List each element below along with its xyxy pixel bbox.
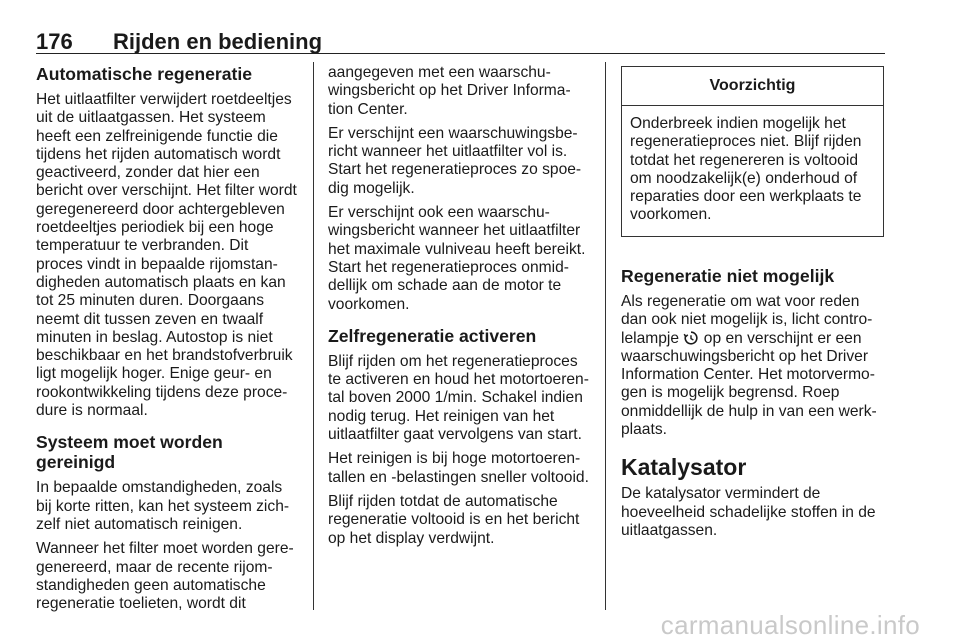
text-line: Blijf rijden totdat de automatische xyxy=(328,492,558,510)
text-line: wingsbericht op het Driver Informa- xyxy=(328,82,571,100)
text-line: roetdeeltjes periodiek bij een hoge xyxy=(36,219,274,237)
text-line xyxy=(621,330,885,348)
paragraph xyxy=(328,204,590,314)
page-number: 176 xyxy=(36,29,73,54)
text-line: De katalysator vermindert de xyxy=(621,485,821,503)
paragraph xyxy=(328,125,590,198)
paragraph xyxy=(36,91,299,420)
paragraph xyxy=(36,540,299,613)
paragraph xyxy=(36,479,299,534)
column-2 xyxy=(328,64,590,548)
text-line: minuten in beslag. Autostop is niet xyxy=(36,328,273,346)
text-line: rookontwikkeling tijdens deze proce- xyxy=(36,383,288,401)
text-line: proces vindt in bepaalde rijomstan- xyxy=(36,255,278,273)
text-line: neemt dit tussen zeven en twaalf xyxy=(36,310,264,328)
text-line: bij korte ritten, kan het systeem zich- xyxy=(36,497,290,515)
paragraph xyxy=(328,493,590,548)
text-fragment: op en verschijnt er een xyxy=(703,329,862,347)
text-line: heeft een zelfreinigende functie die xyxy=(36,127,278,145)
caution-body xyxy=(622,106,883,236)
text-line: dure is normaal. xyxy=(36,402,148,420)
caution-title: Voorzichtig xyxy=(622,67,883,106)
text-line: waarschuwingsbericht op het Driver xyxy=(621,347,869,365)
text-line: het maximale vulniveau heeft bereikt. xyxy=(328,240,586,258)
text-fragment: lelampje xyxy=(621,329,680,347)
text-line: reparaties door een werkplaats te xyxy=(630,188,862,206)
paragraph xyxy=(328,353,590,444)
text-line: genereerd, maar de recente rijom- xyxy=(36,558,273,576)
text-line: tot 25 minuten duren. Doorgaans xyxy=(36,292,264,310)
text-line: aangegeven met een waarschu- xyxy=(328,64,551,81)
text-line: zelf niet automatisch reinigen. xyxy=(36,515,243,533)
section-title-katalysator: Katalysator xyxy=(621,454,747,481)
text-line: geregenereerd door achtergebleven xyxy=(36,200,285,218)
column-3 xyxy=(621,266,885,540)
text-line: Start het regeneratieproces onmid- xyxy=(328,258,569,276)
paragraph xyxy=(328,450,590,487)
text-line: bericht over verschijnt. Het filter wordt xyxy=(36,182,297,200)
text-line: standigheden geen automatische xyxy=(36,576,266,594)
text-line: wingsbericht wanneer het uitlaatfilter xyxy=(328,222,581,240)
text-line: temperatuur te verbranden. Dit xyxy=(36,237,249,255)
text-line: onmiddellijk de hulp in van een werk- xyxy=(621,402,877,420)
text-line: uitlaatfilter gaat vervolgens van start. xyxy=(328,426,582,444)
paragraph xyxy=(621,485,885,540)
text-line: Information Center. Het motorvermo- xyxy=(621,366,875,384)
text-line: beschikbaar en het brandstofverbruik xyxy=(36,347,293,365)
text-line: hoeveelheid schadelijke stoffen in de xyxy=(621,503,876,521)
paragraph xyxy=(621,293,885,439)
heading-systeem-moet-worden-gereinigd: Systeem moet worden gereinigd xyxy=(36,432,223,473)
text-line: op het display verdwijnt. xyxy=(328,529,495,547)
heading-automatische-regeneratie: Automatische regeneratie xyxy=(36,64,253,84)
text-line: totdat het regenereren is voltooid xyxy=(630,151,858,169)
text-line: uitlaatgassen. xyxy=(621,521,718,539)
text-line: dan ook niet mogelijk is, licht contro- xyxy=(621,311,873,329)
watermark: carmanualsonline.info xyxy=(660,610,920,640)
text-line: regeneratieproces niet. Blijf rijden xyxy=(630,133,862,151)
text-line: regeneratie voltooid is en het bericht xyxy=(328,511,580,529)
text-line: ligt mogelijk hoger. Enige geur- en xyxy=(36,365,272,383)
text-line: te activeren en houd het motortoeren- xyxy=(328,371,589,389)
text-line: om noodzakelijk(e) onderhoud of xyxy=(630,169,858,187)
text-line: dellijk om schade aan de motor te xyxy=(328,277,562,295)
text-line: uit de uitlaatgassen. Het systeem xyxy=(36,109,266,127)
text-line: tallen en -belastingen sneller voltooid. xyxy=(328,468,589,486)
text-line: Wanneer het filter moet worden gere- xyxy=(36,540,294,558)
heading-regeneratie-niet-mogelijk: Regeneratie niet mogelijk xyxy=(621,266,835,286)
text-line: geactiveerd, zonder dat hier een xyxy=(36,164,260,182)
text-line: Onderbreek indien mogelijk het xyxy=(630,115,846,132)
text-line: voorkomen. xyxy=(630,206,712,224)
text-line: digheden automatisch plaats en kan xyxy=(36,273,286,291)
column-divider-right xyxy=(605,62,606,610)
text-line: Blijf rijden om het regeneratieproces xyxy=(328,352,578,370)
text-line: tijdens het rijden automatisch wordt xyxy=(36,145,281,163)
column-divider-left xyxy=(313,62,314,610)
text-line: nodig terug. Het reinigen van het xyxy=(328,407,555,425)
text-line: Er verschijnt ook een waarschu- xyxy=(328,204,550,222)
text-line: voorkomen. xyxy=(328,295,410,313)
caution-box xyxy=(621,66,884,237)
text-line: Het uitlaatfilter verwijdert roetdeeltjes xyxy=(36,91,292,108)
text-line: dig mogelijk. xyxy=(328,179,415,197)
text-line: regeneratie toelieten, wordt dit xyxy=(36,595,246,613)
text-line: Het reinigen is bij hoge motortoeren- xyxy=(328,450,581,468)
chapter-title: Rijden en bediening xyxy=(113,29,323,54)
paragraph xyxy=(328,64,590,119)
text-line: tion Center. xyxy=(328,100,408,118)
text-line: Start het regeneratieproces zo spoe- xyxy=(328,161,582,179)
text-line: Als regeneratie om wat voor reden xyxy=(621,293,860,310)
heading-zelfregeneratie-activeren: Zelfregeneratie activeren xyxy=(328,325,537,346)
text-line: Er verschijnt een waarschuwingsbe- xyxy=(328,124,578,142)
header-rule xyxy=(36,53,885,54)
text-line: gen is mogelijk begrensd. Roep xyxy=(621,384,840,402)
column-1 xyxy=(36,64,299,613)
text-line: richt wanneer het uitlaatfilter vol is. xyxy=(328,143,568,161)
text-line: tal boven 2000 1/min. Schakel indien xyxy=(328,389,583,407)
engine-control-lamp-icon xyxy=(683,330,699,346)
text-line: In bepaalde omstandigheden, zoals xyxy=(36,479,283,497)
text-line: plaats. xyxy=(621,421,667,439)
